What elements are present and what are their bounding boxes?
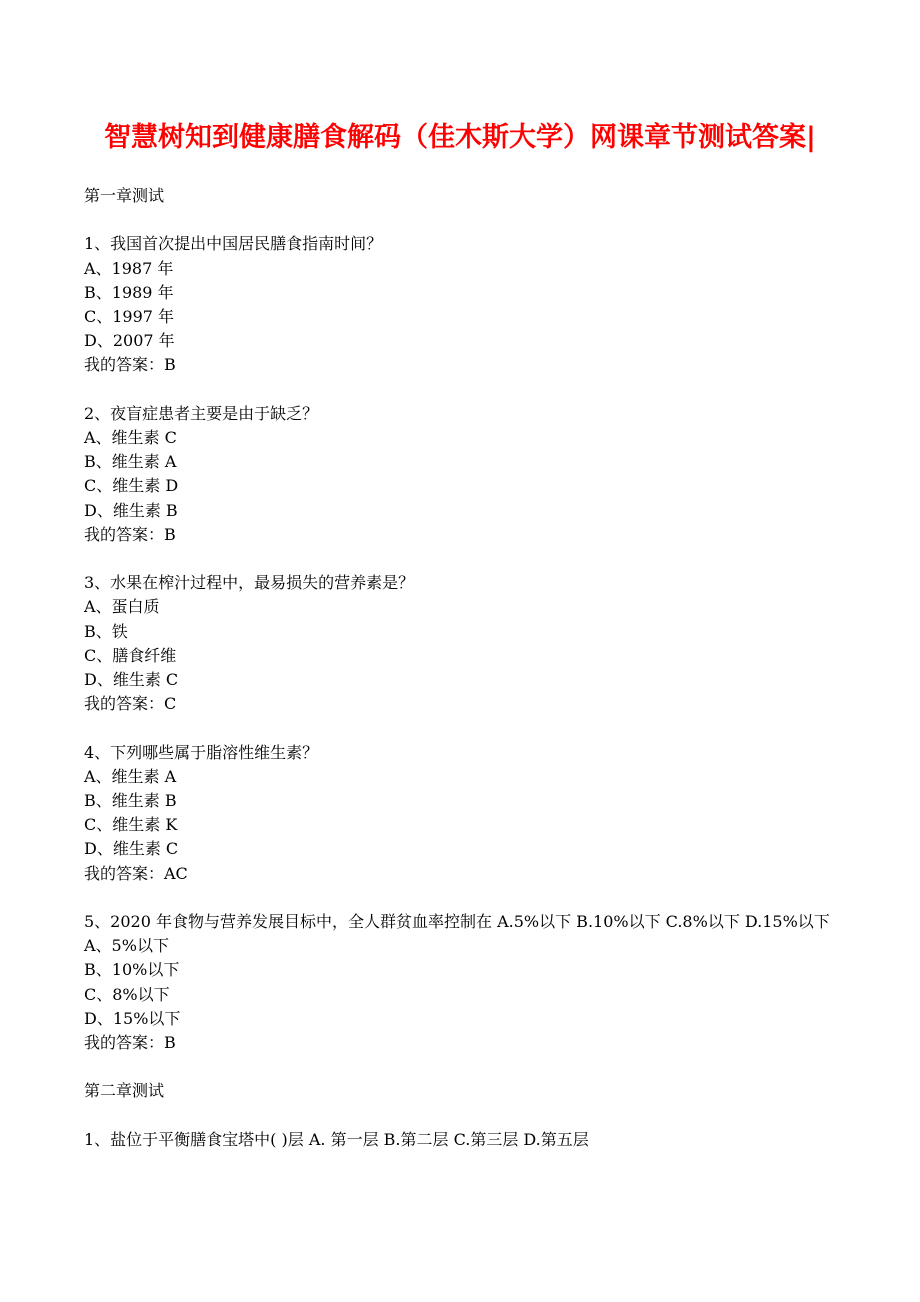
question-block xyxy=(84,741,849,886)
answer-text: 我的答案：C xyxy=(84,694,177,714)
question-block xyxy=(84,910,849,1055)
option-d: D、维生素 B xyxy=(84,500,178,520)
option-b: B、铁 xyxy=(84,621,128,641)
question-text: 1、盐位于平衡膳食宝塔中( )层 A. 第一层 B.第二层 C.第三层 D.第五层 xyxy=(84,1129,589,1149)
option-a: A、1987 年 xyxy=(84,258,174,278)
option-b: B、维生素 B xyxy=(84,791,177,811)
option-d: D、维生素 C xyxy=(84,839,179,859)
option-c: C、膳食纤维 xyxy=(84,645,177,665)
option-b: B、维生素 A xyxy=(84,452,177,472)
option-d: D、维生素 C xyxy=(84,670,179,690)
option-a: A、维生素 C xyxy=(84,428,177,447)
chapter-heading: 第一章测试 xyxy=(84,186,165,205)
option-c: C、8%以下 xyxy=(84,984,170,1004)
option-c: C、维生素 K xyxy=(84,815,178,835)
chapter-heading: 第二章测试 xyxy=(84,1081,165,1101)
answer-text: 我的答案：B xyxy=(84,1033,176,1053)
option-c: C、1997 年 xyxy=(84,307,175,326)
question-text: 4、下列哪些属于脂溶性维生素？ xyxy=(84,742,319,762)
document-body xyxy=(84,184,849,1152)
option-c: C、维生素 D xyxy=(84,476,179,496)
option-d: D、15%以下 xyxy=(84,1008,181,1028)
answer-text: 我的答案：B xyxy=(84,524,176,544)
option-b: B、1989 年 xyxy=(84,282,174,302)
option-a: A、维生素 A xyxy=(84,766,177,786)
option-b: B、10%以下 xyxy=(84,960,180,980)
answer-text: 我的答案：B xyxy=(84,355,176,375)
question-block xyxy=(84,1128,849,1152)
option-a: A、蛋白质 xyxy=(84,597,160,617)
question-block xyxy=(84,402,849,547)
question-text: 5、2020 年食物与营养发展目标中，全人群贫血率控制在 A.5%以下 B.10%以下 C.8%以下 D.15%以下 xyxy=(84,912,830,932)
question-text: 1、我国首次提出中国居民膳食指南时间？ xyxy=(84,234,383,254)
option-a: A、5%以下 xyxy=(84,936,169,956)
option-d: D、2007 年 xyxy=(84,331,175,351)
document-title: 智慧树知到健康膳食解码（佳木斯大学）网课章节测试答案| xyxy=(104,122,816,153)
question-text: 2、夜盲症患者主要是由于缺乏？ xyxy=(84,403,319,423)
question-text: 3、水果在榨汁过程中，最易损失的营养素是？ xyxy=(84,573,415,593)
question-block xyxy=(84,232,849,377)
answer-text: 我的答案：AC xyxy=(84,863,188,883)
question-block xyxy=(84,571,849,716)
